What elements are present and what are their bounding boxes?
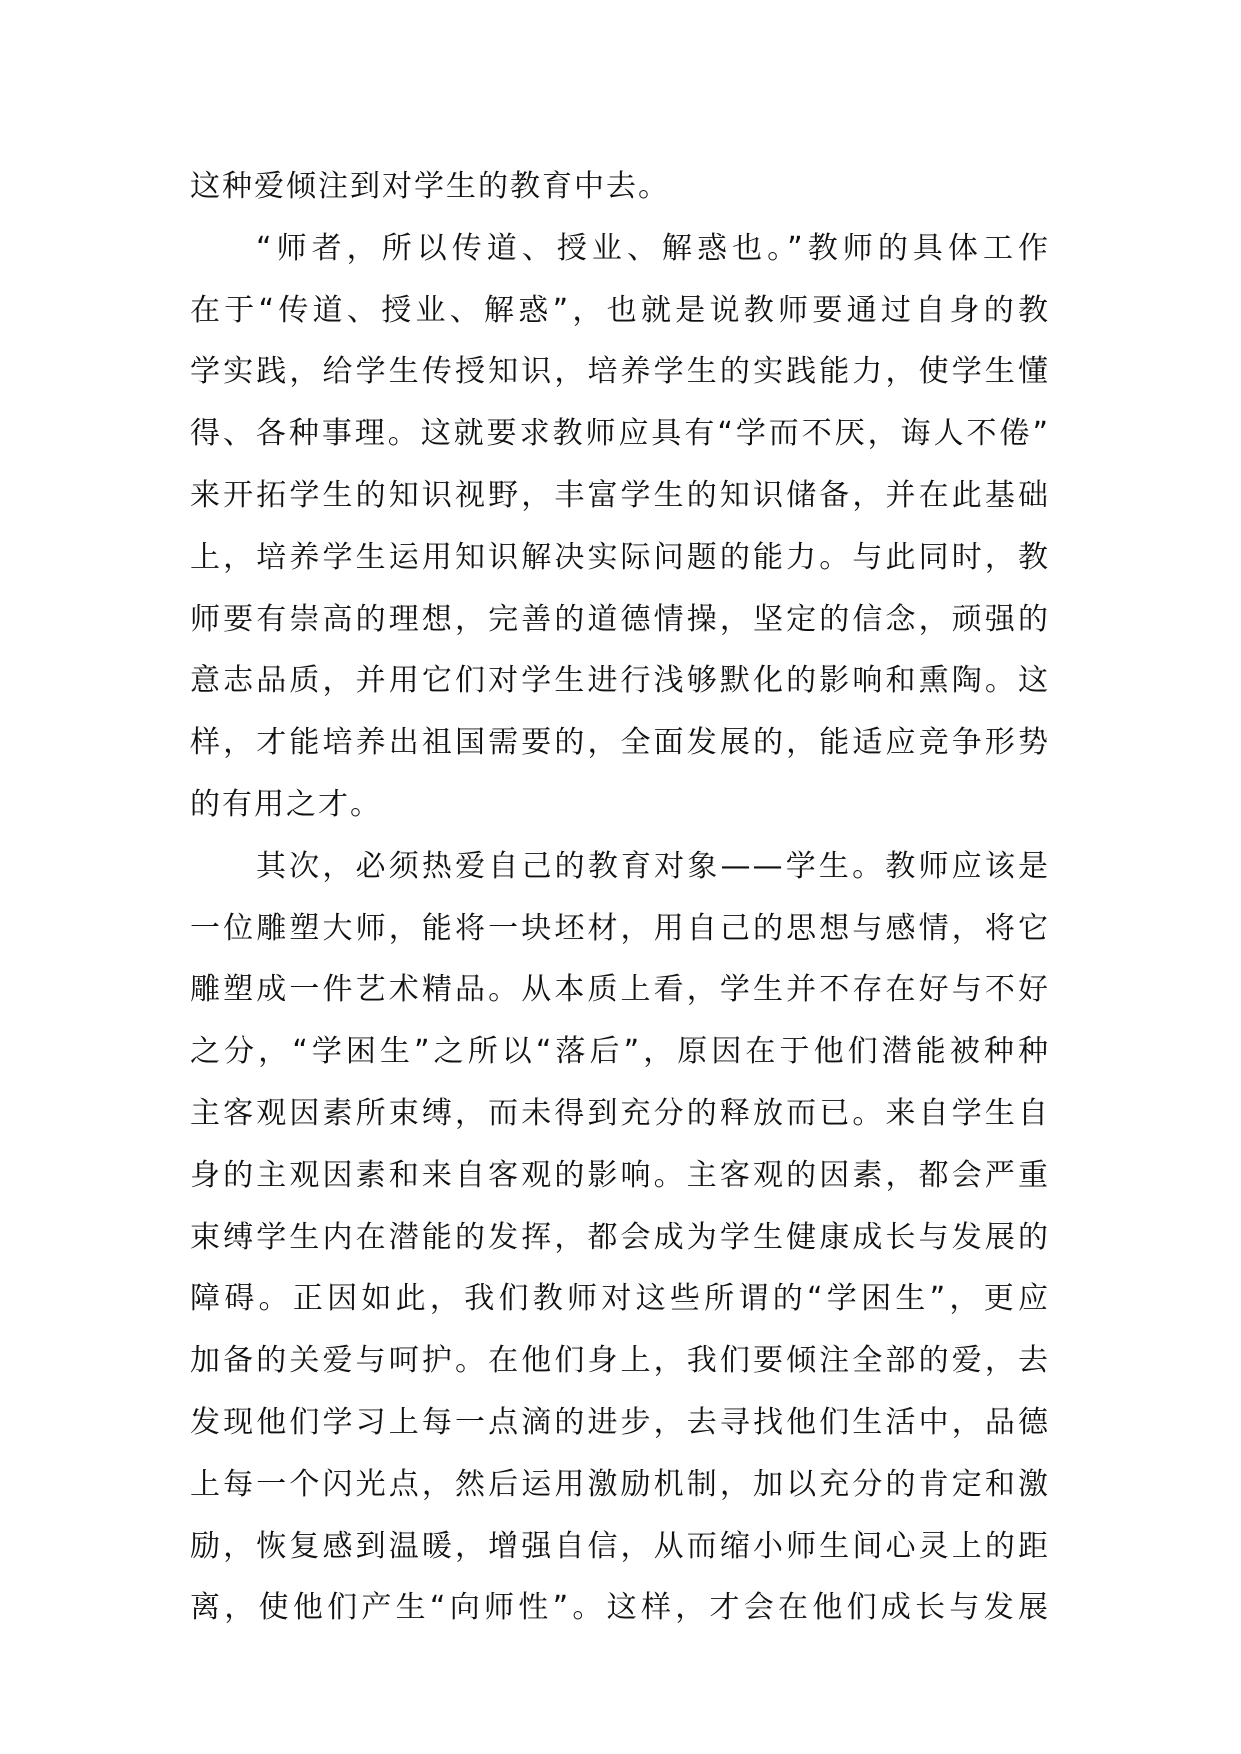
text-line: 样，才能培养出祖国需要的，全面发展的，能适应竞争形势 xyxy=(190,725,1050,761)
text-line: 学实践，给学生传授知识，培养学生的实践能力，使学生懂 xyxy=(190,354,1050,390)
text-line: 加备的关爱与呵护。在他们身上，我们要倾注全部的爱，去 xyxy=(190,1343,1050,1379)
text-line: 在于“传道、授业、解惑”，也就是说教师要通过自身的教 xyxy=(190,292,1050,328)
text-line: 之分，“学困生”之所以“落后”，原因在于他们潜能被种种 xyxy=(190,1034,1050,1070)
text-line: 师要有崇高的理想，完善的道德情操，坚定的信念，顽强的 xyxy=(190,601,1050,637)
text-line: 的有用之才。 xyxy=(190,786,382,822)
text-line: 上每一个闪光点，然后运用激励机制，加以充分的肯定和激 xyxy=(190,1466,1050,1502)
text-line: 一位雕塑大师，能将一块坯材，用自己的思想与感情，将它 xyxy=(190,910,1050,946)
text-line: 束缚学生内在潜能的发挥，都会成为学生健康成长与发展的 xyxy=(190,1219,1050,1255)
text-line: 得、各种事理。这就要求教师应具有“学而不厌，诲人不倦” xyxy=(190,416,1050,452)
text-line: 雕塑成一件艺术精品。从本质上看，学生并不存在好与不好 xyxy=(190,972,1050,1008)
text-line: 障碍。正因如此，我们教师对这些所谓的“学困生”，更应 xyxy=(190,1281,1050,1317)
text-line: 来开拓学生的知识视野，丰富学生的知识储备，并在此基础 xyxy=(190,477,1050,513)
text-line: 这种爱倾注到对学生的教育中去。 xyxy=(190,169,670,204)
body-text xyxy=(190,156,1050,1639)
text-line: 其次，必须热爱自己的教育对象——学生。教师应该是 xyxy=(256,848,1050,884)
text-line: 发现他们学习上每一点滴的进步，去寻找他们生活中，品德 xyxy=(190,1404,1050,1440)
text-line: “师者，所以传道、授业、解惑也。”教师的具体工作 xyxy=(256,230,1050,266)
text-line: 上，培养学生运用知识解决实际问题的能力。与此同时，教 xyxy=(190,539,1050,575)
text-line: 主客观因素所束缚，而未得到充分的释放而已。来自学生自 xyxy=(190,1095,1050,1131)
text-line: 离，使他们产生“向师性”。这样，才会在他们成长与发展 xyxy=(190,1590,1050,1626)
text-line: 励，恢复感到温暖，增强自信，从而缩小师生间心灵上的距 xyxy=(190,1528,1050,1564)
text-line: 意志品质，并用它们对学生进行浅够默化的影响和熏陶。这 xyxy=(190,663,1050,699)
text-line: 身的主观因素和来自客观的影响。主客观的因素，都会严重 xyxy=(190,1157,1050,1193)
